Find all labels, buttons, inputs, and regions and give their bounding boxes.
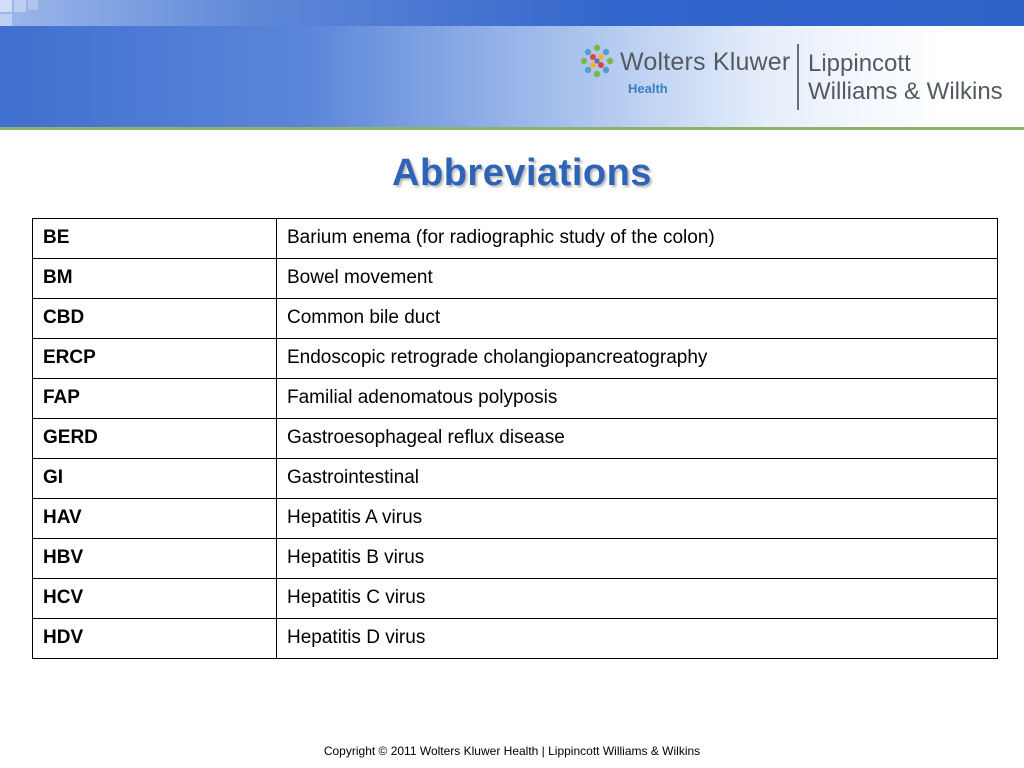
abbreviation-cell: ERCP	[33, 339, 277, 379]
copyright-footer: Copyright © 2011 Wolters Kluwer Health | Lippincott Williams & Wilkins	[323, 744, 701, 758]
abbreviation-cell: HDV	[33, 619, 277, 659]
table-row	[33, 299, 998, 339]
slide-title: Abbreviations	[392, 152, 652, 194]
partner-name-line1: Lippincott	[808, 50, 911, 77]
meaning-cell: Familial adenomatous polyposis	[277, 379, 998, 419]
table-row	[33, 339, 998, 379]
table-row	[33, 259, 998, 299]
abbreviation-cell: HAV	[33, 499, 277, 539]
header-top-strip	[0, 0, 1024, 26]
meaning-cell: Hepatitis B virus	[277, 539, 998, 579]
abbreviation-cell: GI	[33, 459, 277, 499]
meaning-cell: Hepatitis A virus	[277, 499, 998, 539]
meaning-cell: Hepatitis D virus	[277, 619, 998, 659]
abbreviation-cell: GERD	[33, 419, 277, 459]
logo-divider	[797, 44, 799, 110]
meaning-cell: Hepatitis C virus	[277, 579, 998, 619]
abbreviations-table	[32, 218, 998, 659]
table-row	[33, 539, 998, 579]
brand-name: Wolters Kluwer	[620, 48, 791, 76]
meaning-cell: Gastrointestinal	[277, 459, 998, 499]
table-row	[33, 219, 998, 259]
table-row	[33, 619, 998, 659]
corner-decoration	[0, 0, 60, 40]
header-divider	[0, 127, 1024, 130]
abbreviation-cell: HCV	[33, 579, 277, 619]
abbreviation-cell: CBD	[33, 299, 277, 339]
meaning-cell: Bowel movement	[277, 259, 998, 299]
meaning-cell: Barium enema (for radiographic study of the colon)	[277, 219, 998, 259]
meaning-cell: Gastroesophageal reflux disease	[277, 419, 998, 459]
abbreviation-cell: HBV	[33, 539, 277, 579]
table-row	[33, 419, 998, 459]
abbreviation-cell: BM	[33, 259, 277, 299]
meaning-cell: Common bile duct	[277, 299, 998, 339]
meaning-cell: Endoscopic retrograde cholangiopancreatography	[277, 339, 998, 379]
abbreviation-cell: FAP	[33, 379, 277, 419]
table-row	[33, 499, 998, 539]
partner-name-line2: Williams & Wilkins	[808, 78, 1003, 105]
brand-division: Health	[628, 81, 668, 96]
table-row	[33, 459, 998, 499]
publisher-logo	[580, 44, 1020, 114]
abbreviation-cell: BE	[33, 219, 277, 259]
wolters-kluwer-globe-icon	[580, 44, 614, 78]
table-row	[33, 379, 998, 419]
table-row	[33, 579, 998, 619]
